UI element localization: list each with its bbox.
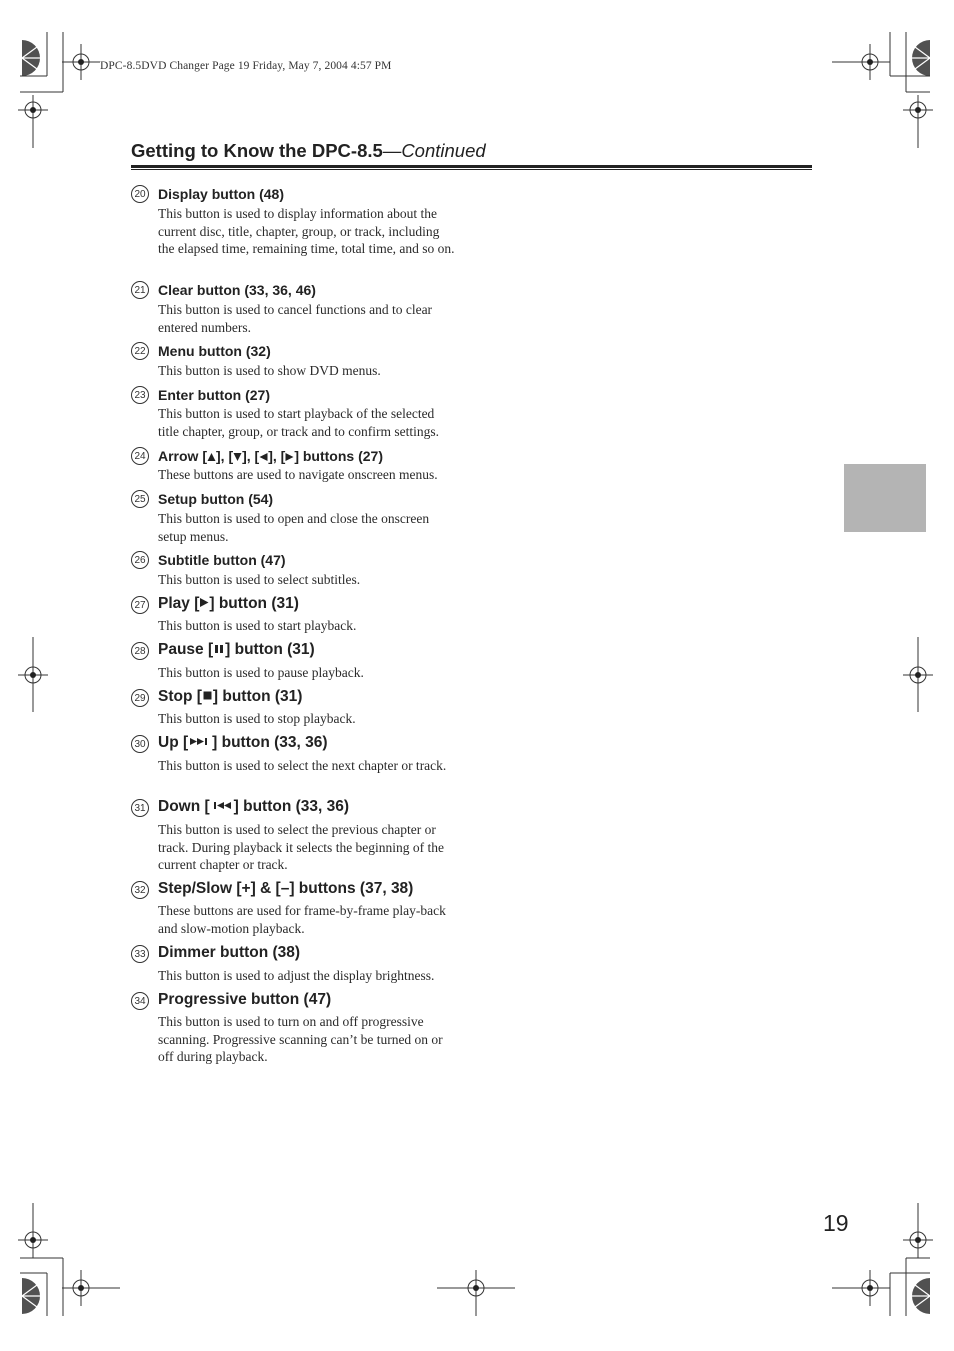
continued-label: —Continued: [382, 140, 486, 161]
title-text: Down [: [158, 798, 210, 816]
item-title: [158, 688, 302, 706]
title-text: Stop [: [158, 688, 202, 706]
item-title: Subtitle button (47): [158, 552, 286, 568]
item-number: 31: [131, 799, 149, 817]
page-title: Getting to Know the DPC-8.5: [131, 140, 383, 161]
item-number: 23: [131, 386, 149, 404]
item-title: Step/Slow [+] & [–] buttons (37, 38): [158, 880, 414, 897]
item-description: This button is used to select the previous chapter or track. During playback it selects the beginning of the current chapter or track.: [158, 822, 445, 873]
item-number: 22: [131, 342, 149, 360]
title-text: Up [: [158, 734, 189, 752]
title-text: ] button (31): [209, 595, 299, 613]
item-description: This button is used to display information about the current disc, title, chapter, group, or track, including the elapsed time, remaining time, total time, and so on.: [158, 206, 455, 257]
header-rule: [131, 165, 812, 168]
title-text: ], [: [268, 448, 286, 464]
item-description: This button is used to start playback.: [158, 618, 357, 633]
item-number: 24: [131, 447, 149, 465]
item-number: 27: [131, 596, 149, 614]
arrow-right-icon: [285, 449, 294, 465]
arrow-down-icon: [233, 449, 242, 465]
item-title: [158, 734, 328, 752]
arrow-left-icon: [259, 449, 268, 465]
item-number: 28: [131, 642, 149, 660]
item-number: 32: [131, 881, 149, 899]
previous-track-icon: [210, 798, 234, 816]
item-number: 29: [131, 689, 149, 707]
title-text: Pause [: [158, 641, 214, 659]
item-description: This button is used to pause playback.: [158, 665, 364, 680]
arrow-up-icon: [207, 449, 216, 465]
item-description: This button is used to open and close the onscreen setup menus.: [158, 511, 430, 544]
item-title: Menu button (32): [158, 343, 271, 359]
item-description: This button is used to turn on and off progressive scanning. Progressive scanning can’t be turned on or off during playback.: [158, 1014, 443, 1065]
item-title: Display button (48): [158, 186, 285, 202]
title-text: ] buttons (27): [294, 448, 383, 464]
page-header: [131, 140, 486, 162]
title-text: ] button (33, 36): [212, 734, 328, 752]
title-text: ], [: [242, 448, 260, 464]
title-text: ] button (31): [212, 688, 303, 706]
item-description: This button is used to start playback of the selected title chapter, group, or track and to confirm settings.: [158, 406, 440, 439]
item-title: [158, 448, 383, 465]
item-number: 30: [131, 735, 149, 753]
print-slug-line: DPC-8.5DVD Changer Page 19 Friday, May 7, 2004 4:57 PM: [100, 60, 392, 72]
item-title: [158, 641, 315, 659]
item-title: [158, 798, 349, 816]
item-number: 34: [131, 992, 149, 1010]
stop-icon: [202, 688, 213, 706]
item-title: Enter button (27): [158, 387, 270, 403]
item-description: This button is used to show DVD menus.: [158, 363, 381, 378]
page-number: 19: [823, 1210, 849, 1236]
title-text: ], [: [216, 448, 234, 464]
item-title: Dimmer button (38): [158, 944, 301, 961]
item-description: This button is used to stop playback.: [158, 711, 356, 726]
item-description: This button is used to select subtitles.: [158, 572, 361, 587]
pause-icon: [213, 641, 225, 659]
play-icon: [199, 595, 209, 613]
section-tab: [844, 464, 926, 532]
item-title: Clear button (33, 36, 46): [158, 282, 316, 298]
item-title: Setup button (54): [158, 491, 274, 507]
item-number: 26: [131, 551, 149, 569]
title-text: Play [: [158, 595, 200, 613]
title-text: ] button (31): [225, 641, 315, 659]
header-rule-thin: [131, 169, 812, 170]
item-description: This button is used to cancel functions and to clear entered numbers.: [158, 302, 433, 335]
item-title: Progressive button (47): [158, 991, 332, 1008]
next-track-icon: [188, 734, 212, 752]
item-number: 33: [131, 945, 149, 963]
item-description: This button is used to adjust the display brightness.: [158, 968, 435, 983]
item-title: [158, 595, 299, 613]
title-text: Arrow [: [158, 448, 207, 464]
item-number: 25: [131, 490, 149, 508]
item-description: This button is used to select the next chapter or track.: [158, 758, 447, 773]
title-text: ] button (33, 36): [233, 798, 350, 816]
item-number: 20: [131, 185, 149, 203]
item-description: These buttons are used to navigate onscreen menus.: [158, 467, 438, 482]
item-number: 21: [131, 281, 149, 299]
item-description: These buttons are used for frame-by-frame play-back and slow-motion playback.: [158, 903, 446, 936]
